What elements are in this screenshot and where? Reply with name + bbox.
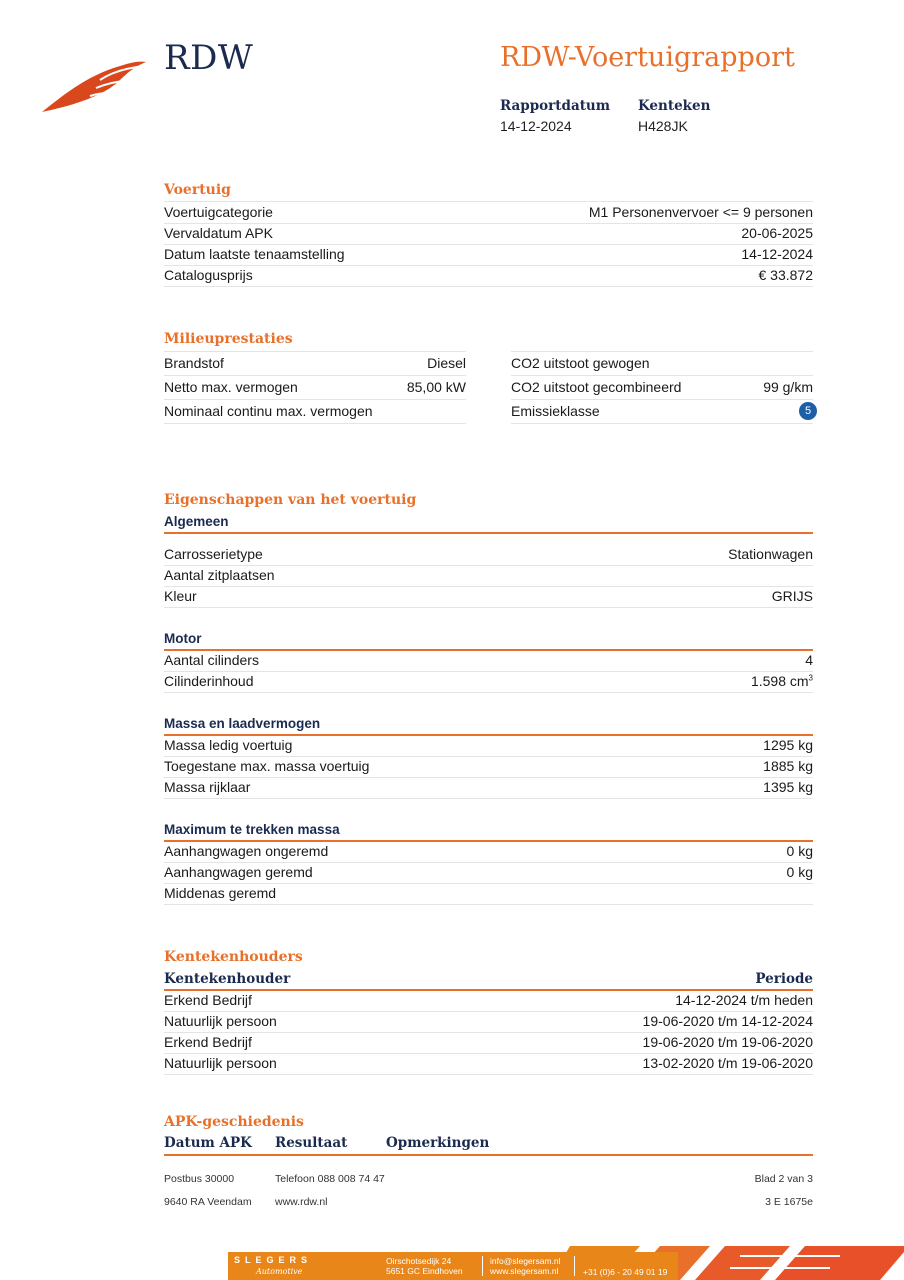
dealer-website: www.slegersam.nl bbox=[490, 1266, 559, 1276]
plate-label: Kenteken bbox=[638, 98, 711, 114]
table-row: Emissieklasse 5 bbox=[511, 400, 813, 424]
section-title-apk: APK-geschiedenis bbox=[164, 1114, 304, 1130]
subsection-title-motor: Motor bbox=[164, 631, 202, 646]
subsection-title-massa: Massa en laadvermogen bbox=[164, 716, 321, 731]
table-row: Vervaldatum APK 20-06-2025 bbox=[164, 223, 813, 245]
section-title-houders: Kentekenhouders bbox=[164, 949, 303, 965]
section-title-eigenschappen: Eigenschappen van het voertuig bbox=[164, 492, 417, 508]
table-row: CO2 uitstoot gewogen bbox=[511, 352, 813, 376]
report-date-label: Rapportdatum bbox=[500, 98, 611, 114]
table-row: Nominaal continu max. vermogen bbox=[164, 400, 466, 424]
column-header-period: Periode bbox=[755, 971, 813, 987]
column-header-apk-date: Datum APK bbox=[164, 1135, 252, 1151]
column-header-apk-notes: Opmerkingen bbox=[386, 1135, 490, 1151]
subsection-title-trekken: Maximum te trekken massa bbox=[164, 822, 340, 837]
table-row: Aanhangwagen geremd 0 kg bbox=[164, 862, 813, 884]
footer-address-2: 9640 RA Veendam bbox=[164, 1196, 252, 1208]
plate-value: H428JK bbox=[638, 118, 688, 134]
table-row: Brandstof Diesel bbox=[164, 352, 466, 376]
table-row: Datum laatste tenaamstelling 14-12-2024 bbox=[164, 244, 813, 266]
table-row: Kleur GRIJS bbox=[164, 586, 813, 608]
logo-text: RDW bbox=[164, 38, 254, 78]
table-row: Netto max. vermogen 85,00 kW bbox=[164, 376, 466, 400]
rdw-logo-icon bbox=[40, 58, 150, 114]
table-row: Massa ledig voertuig 1295 kg bbox=[164, 735, 813, 757]
section-title-milieu: Milieuprestaties bbox=[164, 331, 293, 347]
footer-web: www.rdw.nl bbox=[275, 1196, 328, 1208]
table-row: Catalogusprijs € 33.872 bbox=[164, 265, 813, 287]
emission-class-badge: 5 bbox=[799, 402, 817, 420]
table-row: Toegestane max. massa voertuig 1885 kg bbox=[164, 756, 813, 778]
table-row: Erkend Bedrijf 14-12-2024 t/m heden bbox=[164, 990, 813, 1012]
report-date-value: 14-12-2024 bbox=[500, 118, 572, 134]
dealer-bar bbox=[228, 1252, 678, 1280]
table-row: Aantal cilinders 4 bbox=[164, 650, 813, 672]
column-header-holder: Kentekenhouder bbox=[164, 971, 291, 987]
report-title: RDW-Voertuigrapport bbox=[500, 42, 795, 73]
dealer-email: info@slegersam.nl bbox=[490, 1256, 561, 1266]
table-row: Natuurlijk persoon 13-02-2020 t/m 19-06-2020 bbox=[164, 1053, 813, 1075]
footer-phone: Telefoon 088 008 74 47 bbox=[275, 1173, 385, 1185]
table-row: Aantal zitplaatsen bbox=[164, 565, 813, 587]
dealer-city: 5651 GC Eindhoven bbox=[386, 1266, 463, 1276]
footer-address-1: Postbus 30000 bbox=[164, 1173, 235, 1185]
table-row: Carrosserietype Stationwagen bbox=[164, 544, 813, 566]
table-row: Voertuigcategorie M1 Personenvervoer <= 9 personen bbox=[164, 202, 813, 224]
table-row: Natuurlijk persoon 19-06-2020 t/m 14-12-2024 bbox=[164, 1011, 813, 1033]
dealer-phone: +31 (0)6 - 20 49 01 19 bbox=[583, 1267, 668, 1277]
table-row: Cilinderinhoud 1.598 $cm^3$ bbox=[164, 671, 813, 693]
footer-code: 3 E 1675e bbox=[765, 1196, 813, 1208]
table-row: Middenas geremd bbox=[164, 883, 813, 905]
table-row: Massa rijklaar 1395 kg bbox=[164, 777, 813, 799]
table-row: Aanhangwagen ongeremd 0 kg bbox=[164, 841, 813, 863]
table-row: CO2 uitstoot gecombineerd 99 g/km bbox=[511, 376, 813, 400]
section-title-voertuig: Voertuig bbox=[164, 182, 231, 198]
dealer-brand: SLEGERS bbox=[234, 1255, 313, 1265]
dealer-street: Oirschotsedijk 24 bbox=[386, 1256, 452, 1266]
footer-page: Blad 2 van 3 bbox=[754, 1173, 813, 1185]
subsection-title-algemeen: Algemeen bbox=[164, 514, 229, 529]
table-row: Erkend Bedrijf 19-06-2020 t/m 19-06-2020 bbox=[164, 1032, 813, 1054]
dealer-tagline: Automotive bbox=[256, 1267, 303, 1276]
column-header-apk-result: Resultaat bbox=[275, 1135, 348, 1151]
